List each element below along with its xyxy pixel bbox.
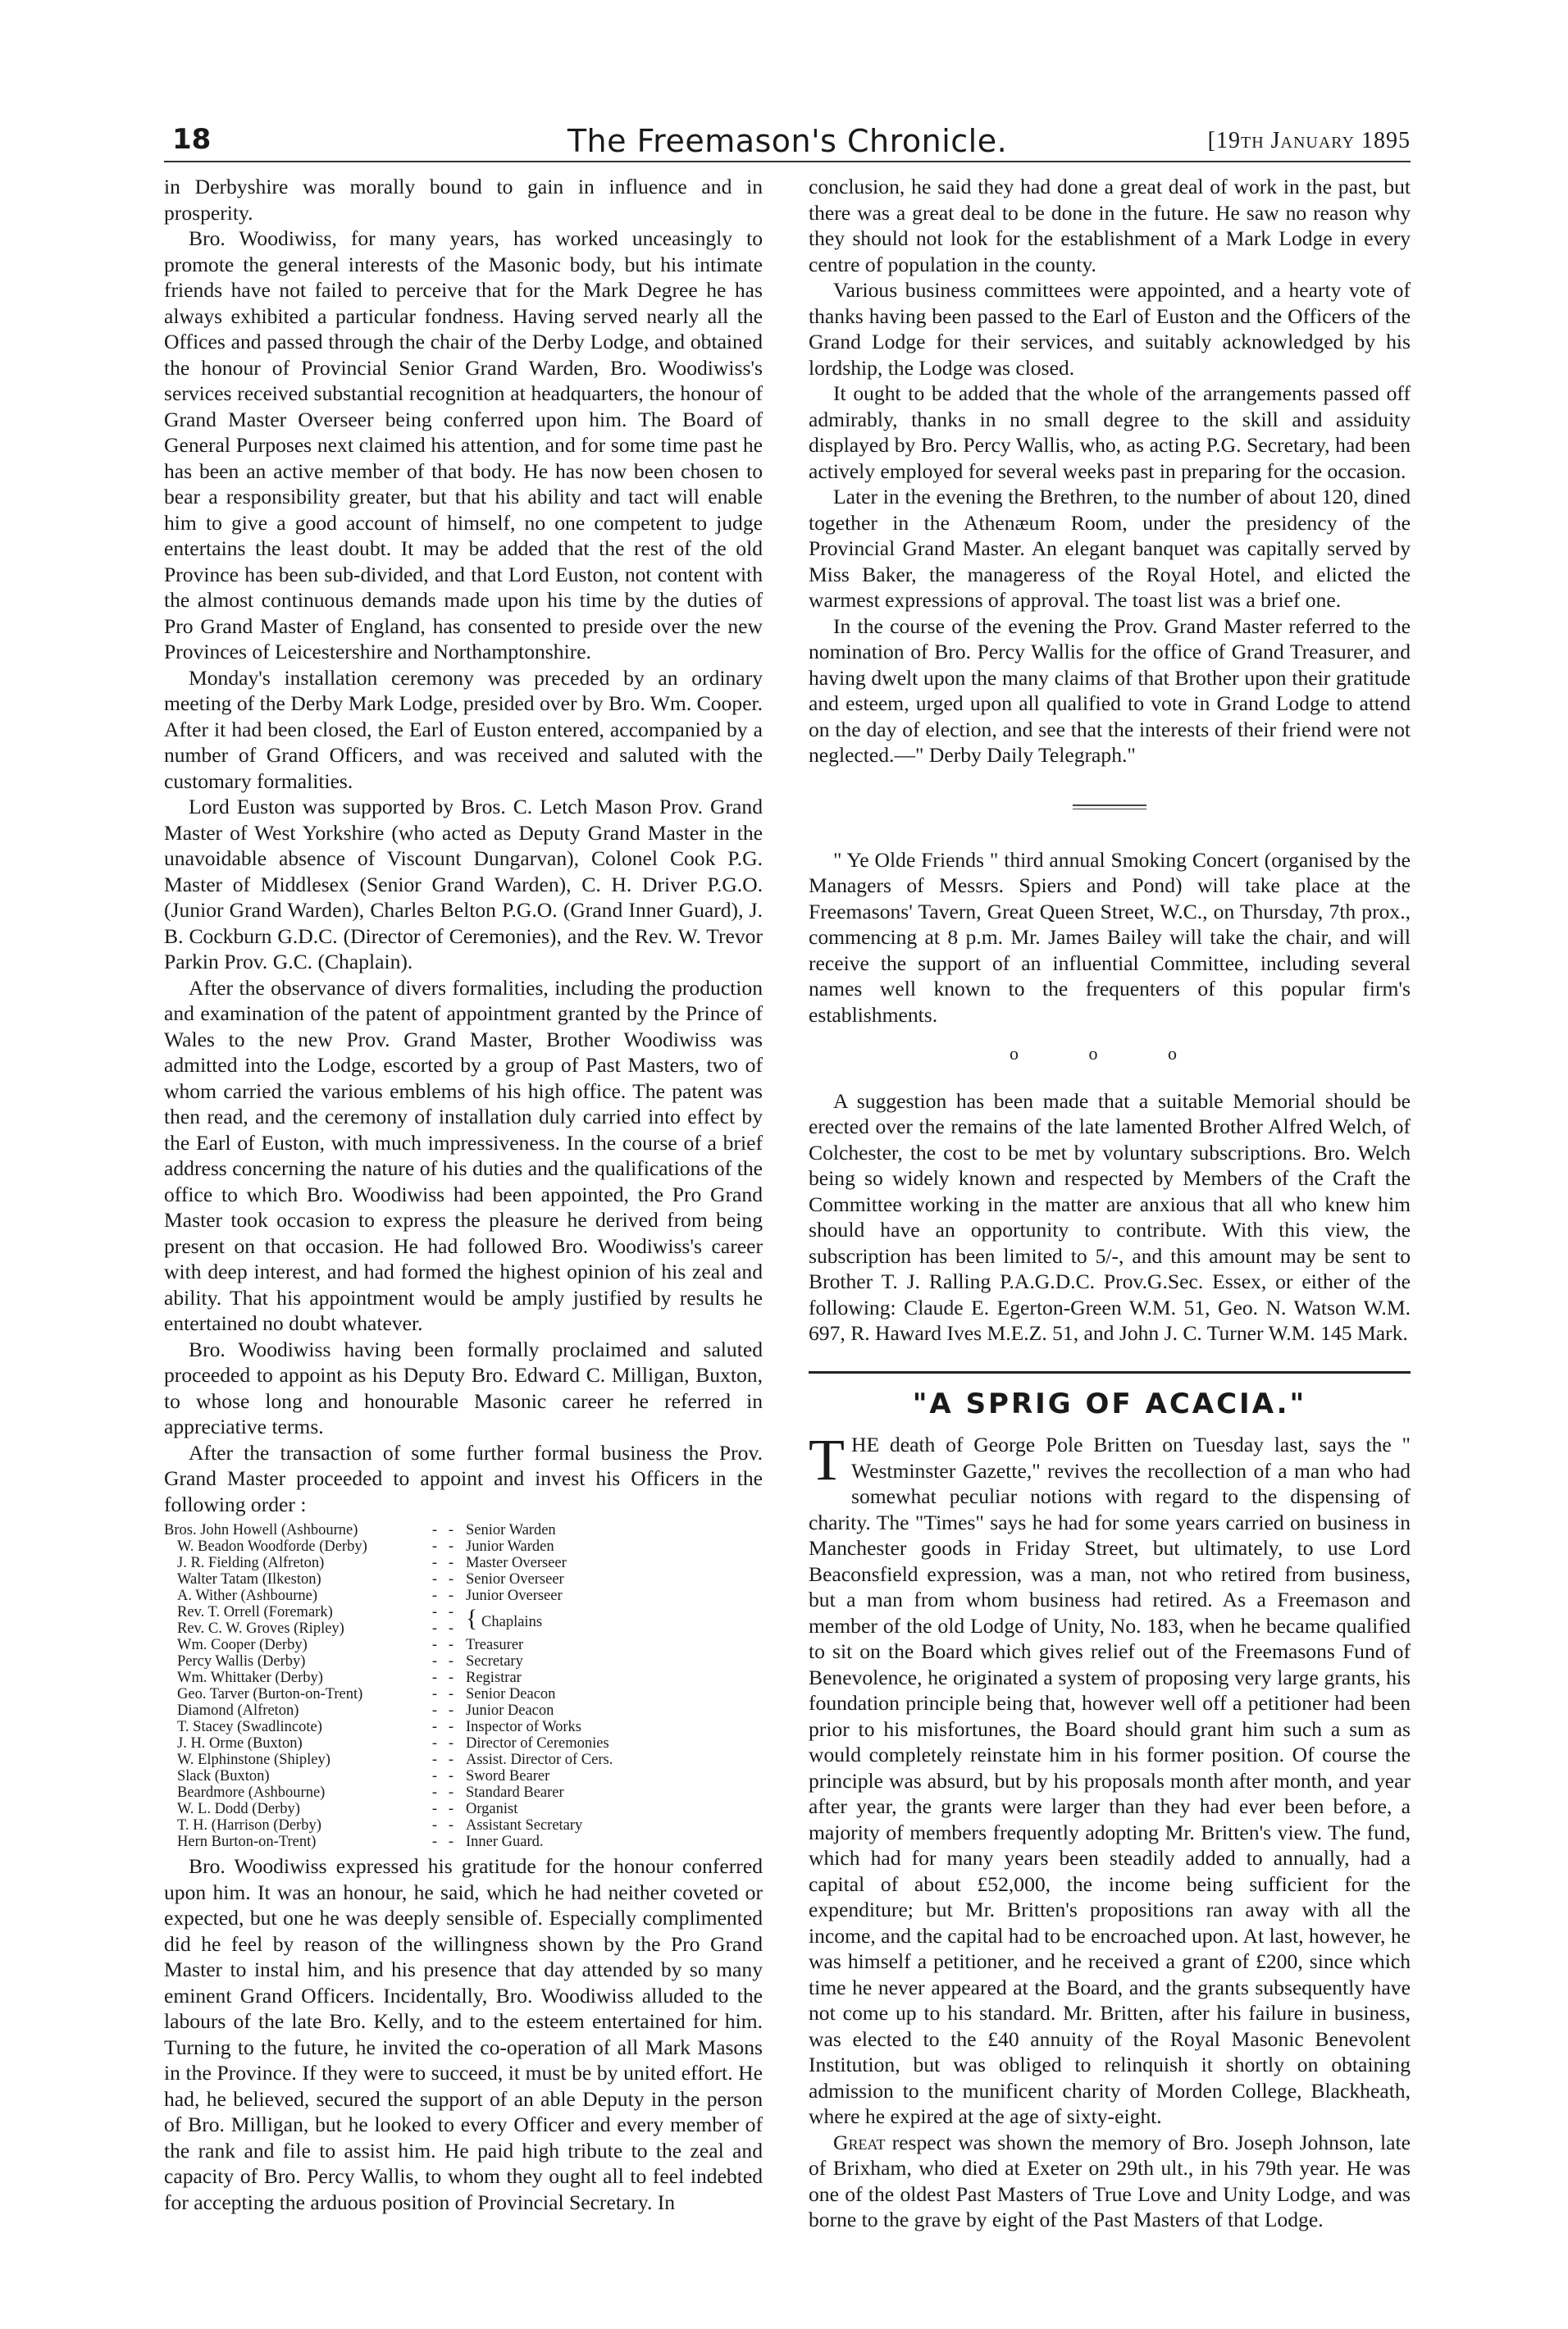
officer-office: Organist: [466, 1801, 518, 1817]
article-text: HE death of George Pole Britten on Tuesday last, says the " Westminster Gazette," revives the recollection of a man who had somewhat peculiar notions with regard to the dispensing of charity. The "Times" says he had for some years carried on business in Manchester goods in Friday Street, but ultimately, to use Lord Beaconsfield expression, was a man, not who retired from business, but a man from whom business had retired. As a Freemason and member of the old Lodge of Unity, No. 183, when he became qualified to sit on the Board which gives relief out of the Freemasons Fund of Benevolence, he originated a system of proposing very large grants, his foundation principle being that, however well off a petitioner had been prior to his misfortunes, the Board should grant him such a sum as would completely reinstate him in his former position. Of course the principle was absurd, but by his proposals month after month, and year after year, the grants were larger than they had ever been before, a majority of members frequently adopting Mr. Britten's view. The fund, which had for many years been steadily added to annually, had a capital of about £52,000, the income being sufficient for the expenditure; but Mr. Britten's propositions ran away with all the income, and the capital had to be encroached upon. At last, however, he was himself a petitioner, and he received a grant of £200, since which time he never appeared at the Board, and the grants subsequently have not come up to his standard. Mr. Britten, after his failure in business, was elected to the £40 annuity of the Royal Masonic Benevolent Institution, but was obliged to relinquish it shortly on obtaining admission to the munificent charity of Morden College, Blackheath, where he expired at the age of sixty-eight.: [809, 1433, 1411, 2128]
officer-row: Diamond (Alfreton) - - Junior Deacon: [164, 1702, 763, 1719]
officer-office: Junior Warden: [466, 1538, 554, 1555]
officer-row: Percy Wallis (Derby) - - Secretary: [164, 1653, 763, 1670]
article-paragraph: Bro. Woodiwiss expressed his gratitude for the honour conferred upon him. It was an honour, he said, which he had neither coveted or expected, but one he was deeply sensible of. Especially complimented did he feel by reason of the willingness shown by the Pro Grand Master to instal him, and his presence that day attended by so many eminent Grand Officers. Incidentally, Bro. Woodiwiss alluded to the labours of the late Bro. Kelly, and to the esteem entertained for him. Turning to the future, he invited the co-operation of all Mark Masons in the Province. If they were to succeed, it must be by united effort. He had, he believed, secured the support of an able Deputy in the person of Bro. Milligan, but he looked to every Officer and every member of the rank and file to assist him. He paid high tribute to the zeal and capacity of Bro. Percy Wallis, to whom they ought all to feel indebted for accepting the arduous position of Provincial Secretary. In: [164, 1854, 763, 2214]
officer-name: W. Beadon Woodforde (Derby): [177, 1538, 367, 1555]
officer-row: Wm. Whittaker (Derby) - - Registrar: [164, 1670, 763, 1686]
officer-row: A. Wither (Ashbourne) - - Junior Overseer: [164, 1588, 763, 1604]
officer-name: Diamond (Alfreton): [177, 1702, 299, 1719]
article-paragraph: A suggestion has been made that a suitable Memorial should be erected over the remains of the late lamented Brother Alfred Welch, of Colchester, the cost to be met by voluntary subscriptions. Bro. Welch being so widely known and respected by Members of the Craft the Committee working in the matter are anxious that all who knew him should have an opportunity to contribute. With this view, the subscription has been limited to 5/-, and this amount may be sent to Brother T. J. Ralling P.A.G.D.C. Prov.G.Sec. Essex, or either of the following: Claude E. Egerton-Green W.M. 51, Geo. N. Watson W.M. 697, R. Haward Ives M.E.Z. 51, and John J. C. Turner W.M. 145 Mark.: [809, 1088, 1411, 1345]
article-paragraph: [809, 1427, 1411, 2130]
officer-name: Bros. John Howell (Ashbourne): [164, 1522, 358, 1538]
article-paragraph: [809, 2130, 1411, 2233]
officer-row: J. R. Fielding (Alfreton) - - Master Overseer: [164, 1555, 763, 1571]
officer-row: Walter Tatam (Ilkeston) - - Senior Overseer: [164, 1571, 763, 1588]
article-paragraph: Later in the evening the Brethren, to the number of about 120, dined together in the Athenæum Room, under the presidency of the Provincial Grand Master. An elegant banquet was capitally served by Miss Baker, the manageress of the Royal Hotel, and elicted the warmest expressions of approval. The toast list was a brief one.: [809, 485, 1411, 612]
article-paragraph: " Ye Olde Friends " third annual Smoking Concert (organised by the Managers of Messrs. Spiers and Pond) will take place at the Freemasons' Tavern, Great Queen Street, W.C., on Thursday, 7th prox., commencing at 8 p.m. Mr. James Bailey will take the chair, and will receive the support of an influential Committee, including several names well known to the frequenters of this popular firm's establishments.: [809, 847, 1411, 1027]
officers-list: [164, 1522, 763, 1850]
publication-title: The Freemason's Chronicle.: [567, 123, 1008, 159]
article-paragraph: conclusion, he said they had done a great deal of work in the past, but there was a great deal to be done in the future. He saw no reason why they should not look for the establishment of a Mark Lodge in every centre of population in the county.: [809, 175, 1411, 276]
officer-row: T. H. (Harrison (Derby) - - Assistant Secretary: [164, 1817, 763, 1834]
officer-office: Inspector of Works: [466, 1719, 581, 1735]
officer-office: Treasurer: [466, 1637, 524, 1653]
officer-office: Registrar: [466, 1670, 522, 1686]
article-text: respect was shown the memory of Bro. Joseph Johnson, late of Brixham, who died at Exeter on 29th ult., in his 79th year. He was one of the oldest Past Masters of True Love and Unity Lodge, and was borne to the grave by eight of the Past Masters of that Lodge.: [809, 2130, 1411, 2231]
officer-office: Sword Bearer: [466, 1768, 550, 1784]
officer-row: Beardmore (Ashbourne) - - Standard Bearer: [164, 1784, 763, 1801]
right-column: [809, 174, 1411, 2233]
officer-row: T. Stacey (Swadlincote) - - Inspector of Works: [164, 1719, 763, 1735]
officer-name: J. H. Orme (Buxton): [177, 1735, 303, 1752]
officer-office: Assistant Secretary: [466, 1817, 583, 1834]
article-paragraph: Bro. Woodiwiss having been formally proclaimed and saluted proceeded to appoint as his Deputy Bro. Edward C. Milligan, Buxton, to whose long and honourable Masonic career he referred in appreciative terms.: [164, 1337, 763, 1438]
officer-office: Master Overseer: [466, 1555, 567, 1571]
ornament-dots: o o o: [1010, 1043, 1210, 1064]
officer-row: Wm. Cooper (Derby) - - Treasurer: [164, 1637, 763, 1653]
article-paragraph: Lord Euston was supported by Bros. C. Letch Mason Prov. Grand Master of West Yorkshire (who acted as Deputy Grand Master in the unavoidable absence of Viscount Dungarvan), Colonel Cook P.G. Master of Middlesex (Senior Grand Warden), C. H. Driver P.G.O. (Junior Grand Warden), Charles Belton P.G.O. (Grand Inner Guard), J. B. Cockburn G.D.C. (Director of Ceremonies), and the Rev. W. Trevor Parkin Prov. G.C. (Chaplain).: [164, 795, 763, 973]
officer-name: T. H. (Harrison (Derby): [177, 1817, 321, 1834]
officer-row: J. H. Orme (Buxton) - - Director of Ceremonies: [164, 1735, 763, 1752]
section-separator: [809, 796, 1411, 814]
section-heading: "A SPRIG OF ACACIA.": [912, 1387, 1307, 1420]
officer-name: Beardmore (Ashbourne): [177, 1784, 326, 1801]
masthead: [164, 123, 1411, 157]
officer-office: Standard Bearer: [466, 1784, 564, 1801]
article-paragraph: It ought to be added that the whole of the arrangements passed off admirably, thanks in no small degree to the skill and assiduity displayed by Bro. Percy Wallis, who, as acting P.G. Secretary, had been actively employed for several weeks past in preparing for the occasion.: [809, 381, 1411, 483]
drop-cap: T: [809, 1427, 845, 1493]
officer-row: Slack (Buxton) - - Sword Bearer: [164, 1768, 763, 1784]
officer-office: Junior Overseer: [466, 1588, 563, 1604]
officer-row: W. L. Dodd (Derby) - - Organist: [164, 1801, 763, 1817]
article-paragraph: Various business committees were appointed, and a hearty vote of thanks having been passed to the Earl of Euston and the Officers of the Grand Lodge for their services, and suitably acknowledged by his lordship, the Lodge was closed.: [809, 278, 1411, 380]
officer-row: Geo. Tarver (Burton-on-Trent) - - Senior Deacon: [164, 1686, 763, 1702]
officer-office: Chaplains: [481, 1614, 543, 1630]
officer-row: W. Beadon Woodforde (Derby) - - Junior Warden: [164, 1538, 763, 1555]
officer-name: Wm. Whittaker (Derby): [177, 1670, 323, 1686]
officer-name: Walter Tatam (Ilkeston): [177, 1571, 321, 1588]
officer-office: Director of Ceremonies: [466, 1735, 609, 1752]
officer-name: T. Stacey (Swadlincote): [177, 1719, 322, 1735]
officer-row: W. Elphinstone (Shipley) - - Assist. Director of Cers.: [164, 1752, 763, 1768]
officer-name: J. R. Fielding (Alfreton): [177, 1555, 325, 1571]
officer-name: Hern Burton-on-Trent): [177, 1834, 317, 1850]
issue-date: [19th January 1895: [1207, 128, 1411, 153]
officer-office: Senior Warden: [466, 1522, 556, 1538]
article-paragraph: In the course of the evening the Prov. Grand Master referred to the nomination of Bro. Percy Wallis for the office of Grand Treasurer, and having dwelt upon the many claims of that Brother upon their gratitude and esteem, urged upon all qualified to vote in Grand Lodge to attend on the day of election, and see that the interests of their friend were not neglected.—" Derby Daily Telegraph.": [809, 613, 1411, 767]
officer-row: Bros. John Howell (Ashbourne) - - Senior Warden: [164, 1522, 763, 1538]
article-paragraph: Bro. Woodiwiss, for many years, has worked unceasingly to promote the general interests of the Masonic body, but his intimate friends have not failed to perceive that for the Mark Degree he has always exhibited a particular fondness. Having served nearly all the Offices and passed through the chair of the Derby Lodge, and obtained the honour of Provincial Senior Grand Warden, Bro. Woodiwiss's services received substantial recognition at headquarters, the honour of Grand Master Overseer being conferred upon him. The Board of General Purposes next claimed his attention, and for some time past he has been an active member of that body. He has now been chosen to bear a responsibility greater, but that his ability and tact will enable him to give a good account of himself, no one competent to judge entertains the least doubt. It may be added that the rest of the old Province has been sub-divided, and that Lord Euston, not content with the almost continuous demands made upon his time by the duties of Pro Grand Master of England, has consented to preside over the new Provinces of Leicestershire and Northamptonshire.: [164, 226, 763, 663]
officer-name: Slack (Buxton): [177, 1768, 270, 1784]
article-paragraph: After the observance of divers formalities, including the production and examination of the patent of appointment granted by the Prince of Wales to the new Prov. Grand Master, Brother Woodiwiss was admitted into the Lodge, escorted by a group of Past Masters, two of whom carried the various emblems of his high office. The patent was then read, and the ceremony of installation duly carried into effect by the Earl of Euston, with much impressiveness. In the course of a brief address concerning the nature of his duties and the qualifications of the office to which Bro. Woodiwiss had been appointed, the Pro Grand Master took occasion to express the pleasure he derived from being present on that occasion. He had followed Bro. Woodiwiss's career with deep interest, and had formed the highest opinion of his zeal and ability. That his appointment would be amply justified by results he entertained no doubt whatever.: [164, 975, 763, 1335]
lead-word: Great: [833, 2130, 886, 2154]
officer-name: W. L. Dodd (Derby): [177, 1801, 300, 1817]
officer-name: Rev. T. Orrell (Foremark): [177, 1604, 333, 1620]
article-paragraph: After the transaction of some further formal business the Prov. Grand Master proceeded to appoint and invest his Officers in the following order :: [164, 1440, 763, 1516]
officer-office: Inner Guard.: [466, 1834, 544, 1850]
officer-name: A. Wither (Ashbourne): [177, 1588, 318, 1604]
officer-office: Junior Deacon: [466, 1702, 554, 1719]
officer-office: Assist. Director of Cers.: [466, 1752, 613, 1768]
officer-name: Geo. Tarver (Burton-on-Trent): [177, 1686, 363, 1702]
officer-name: W. Elphinstone (Shipley): [177, 1752, 330, 1768]
left-column: [164, 174, 763, 2215]
article-paragraph: in Derbyshire was morally bound to gain in influence and in prosperity.: [164, 175, 763, 225]
officer-row: Rev. T. Orrell (Foremark) - - { Chaplains: [164, 1604, 763, 1620]
section-rule: [809, 1371, 1411, 1374]
officer-name: Rev. C. W. Groves (Ripley): [177, 1620, 344, 1637]
officer-name: Wm. Cooper (Derby): [177, 1637, 308, 1653]
officer-office: Senior Overseer: [466, 1571, 564, 1588]
officer-office: Secretary: [466, 1653, 523, 1670]
masthead-rule: [164, 161, 1411, 162]
page-number: 18: [172, 123, 212, 156]
officer-row: Rev. C. W. Groves (Ripley) - -: [164, 1620, 763, 1637]
officer-row: Hern Burton-on-Trent) - - Inner Guard.: [164, 1834, 763, 1850]
officer-name: Percy Wallis (Derby): [177, 1653, 306, 1670]
officer-office: Senior Deacon: [466, 1686, 556, 1702]
article-paragraph: Monday's installation ceremony was preceded by an ordinary meeting of the Derby Mark Lodge, presided over by Bro. Wm. Cooper. After it had been closed, the Earl of Euston entered, accompanied by a number of Grand Officers, and was received and saluted with the customary formalities.: [164, 665, 763, 793]
